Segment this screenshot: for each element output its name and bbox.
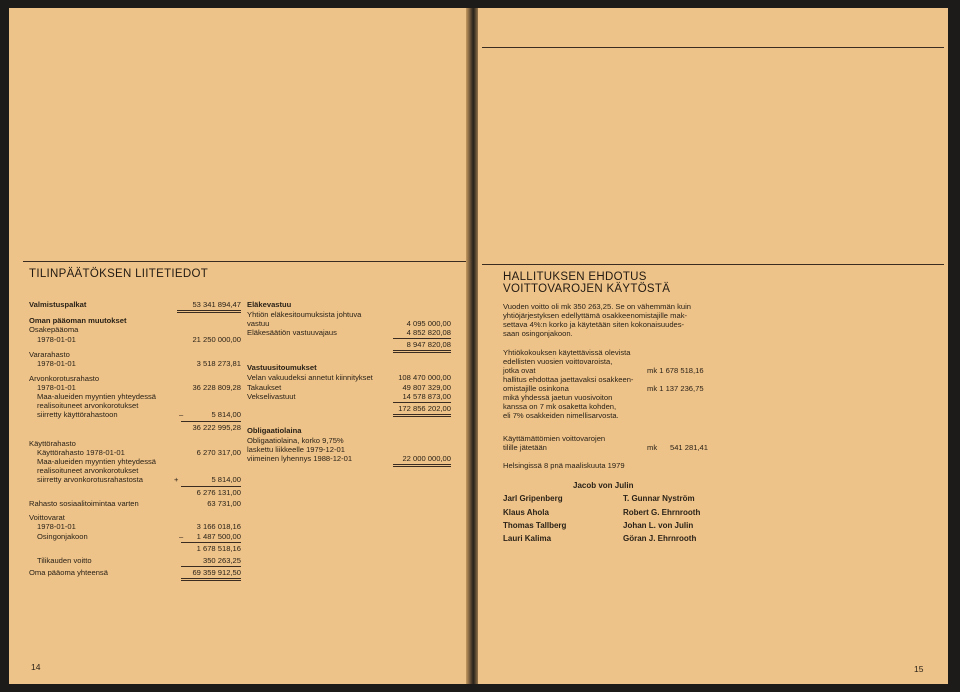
signature-right-3: Johan L. von Julin — [623, 521, 694, 530]
signature-left-2: Klaus Ahola — [503, 508, 549, 517]
voittovarat-date: 1978-01-01 — [37, 522, 76, 531]
plus-sign: + — [174, 475, 179, 484]
page-number: 14 — [31, 662, 41, 672]
arvonkorotus-total: 36 222 995,28 — [192, 423, 241, 432]
left-page — [9, 8, 469, 684]
p2-line-2: edellisten vuosien voittovaroista, — [503, 357, 613, 366]
top-rule — [23, 261, 469, 262]
kaytto-desc-3: siirretty arvonkorotusrahastosta — [37, 475, 143, 484]
p3-value: 541 281,41 — [669, 443, 708, 452]
voittovarat-label: Voittovarat — [29, 513, 65, 522]
elake-value-2: 4 852 820,08 — [406, 328, 451, 337]
minus-sign: – — [179, 410, 184, 419]
vastuu-value-3: 14 578 873,00 — [402, 392, 451, 401]
vararahasto-label: Vararahasto — [29, 350, 70, 359]
p2-value-1: mk 1 678 518,16 — [647, 366, 704, 375]
elake-total: 8 947 820,08 — [406, 340, 451, 349]
kaytto-desc-2: realisoituneet arvonkorotukset — [37, 466, 139, 475]
osakepaaoma-date: 1978-01-01 — [37, 335, 76, 344]
signature-right-4: Göran J. Ehrnrooth — [623, 534, 697, 543]
minus-sign: – — [179, 532, 184, 541]
signature-right-2: Robert G. Ehrnrooth — [623, 508, 701, 517]
arvonkorotus-desc-3: siirretty käyttörahastoon — [37, 410, 118, 419]
kaytto-adjustment: 5 814,00 — [211, 475, 241, 484]
vastuu-value-1: 108 470 000,00 — [398, 373, 451, 382]
valmistuspalkat-label: Valmistuspalkat — [29, 300, 87, 309]
p2-line-5: omistajille osinkona — [503, 384, 569, 393]
rahasto-value: 63 731,00 — [207, 499, 241, 508]
vastuusitoumukset-heading: Vastuusitoumukset — [247, 363, 317, 372]
p3-line-2: tilille jätetään — [503, 443, 547, 452]
p1-line-1: Vuoden voitto oli mk 350 263,25. Se on vähemmän kuin — [503, 302, 691, 311]
arvonkorotus-label: Arvonkorotusrahasto — [29, 374, 100, 383]
page-heading: TILINPÄÄTÖKSEN LIITETIEDOT — [29, 268, 209, 280]
vastuu-total: 172 856 202,00 — [398, 404, 451, 413]
rahasto-label: Rahasto sosiaalitoimintaa varten — [29, 499, 139, 508]
subtotal-line — [393, 402, 451, 403]
arvonkorotus-date: 1978-01-01 — [37, 383, 76, 392]
oman-paaoman-heading: Oman pääoman muutokset — [29, 316, 127, 325]
subtotal-line — [393, 338, 451, 339]
signature-left-4: Lauri Kalima — [503, 534, 552, 543]
heading-line-2: VOITTOVAROJEN KÄYTÖSTÄ — [503, 283, 671, 295]
p2-line-6: mikä yhdessä jaetun vuosivoiton — [503, 393, 613, 402]
tilikauden-label: Tilikauden voitto — [37, 556, 92, 565]
kaytto-label: Käyttörahasto — [29, 439, 76, 448]
p1-line-4: saan osingonjakoon. — [503, 329, 573, 338]
arvonkorotus-adjustment: 5 814,00 — [211, 410, 241, 419]
vastuu-value-2: 49 807 329,00 — [402, 383, 451, 392]
vastuu-line-2: Takaukset — [247, 383, 282, 392]
p2-value-2: mk 1 137 236,75 — [647, 384, 704, 393]
arvonkorotus-value: 36 228 809,28 — [192, 383, 241, 392]
tilikauden-value: 350 263,25 — [202, 556, 241, 565]
elake-line-3: Eläkesäätiön vastuuvajaus — [247, 328, 337, 337]
right-page — [478, 8, 948, 684]
double-underline — [181, 578, 241, 581]
subtotal-line — [181, 421, 241, 422]
vastuu-line-3: Vekselivastuut — [247, 392, 296, 401]
obl-line-1: Obligaatiolaina, korko 9,75% — [247, 436, 344, 445]
elake-line-2: vastuu — [247, 319, 270, 328]
vastuu-line-1: Velan vakuudeksi annetut kiinnitykset — [247, 373, 373, 382]
heading-line-1: HALLITUKSEN EHDOTUS — [503, 271, 647, 283]
osingonjako-value: 1 487 500,00 — [196, 532, 241, 541]
valmistuspalkat-value: 53 341 894,47 — [192, 300, 241, 309]
p1-line-2: yhtiöjärjestyksen edellyttämä osakkeenomistajille mak- — [503, 311, 688, 320]
vararahasto-value: 3 518 273,81 — [196, 359, 241, 368]
double-underline — [393, 464, 451, 467]
p2-line-1: Yhtiökokouksen käytettävissä olevista — [503, 348, 631, 357]
elakevastuu-heading: Eläkevastuu — [247, 300, 292, 309]
voittovarat-value: 3 166 018,16 — [196, 522, 241, 531]
kaytto-total: 6 276 131,00 — [196, 488, 241, 497]
elake-value-1: 4 095 000,00 — [406, 319, 451, 328]
top-edge-rule — [482, 47, 944, 48]
double-underline — [177, 310, 241, 313]
signature-left-3: Thomas Tallberg — [503, 521, 567, 530]
p2-line-8: eli 7% osakkeiden nimellisarvosta. — [503, 411, 619, 420]
subtotal-line — [181, 486, 241, 487]
subtotal-line — [181, 566, 241, 567]
arvonkorotus-desc-2: realisoituneet arvonkorotukset — [37, 401, 139, 410]
p3-value-prefix: mk — [647, 443, 658, 452]
p2-line-7: kanssa on 7 mk osaketta kohden, — [503, 402, 617, 411]
double-underline — [393, 350, 451, 353]
subtotal-line — [181, 542, 241, 543]
elake-line-1: Yhtiön eläkesitoumuksista johtuva — [247, 310, 362, 319]
signature-right-1: T. Gunnar Nyström — [623, 494, 695, 503]
p1-line-3: settava 4%:n korko ja käytetään siten kokonaisuudes- — [503, 320, 685, 329]
osingonjako-label: Osingonjakoon — [37, 532, 88, 541]
kaytto-value: 6 270 317,00 — [196, 448, 241, 457]
p2-line-4: hallitus ehdottaa jaettavaksi osakkeen- — [503, 375, 634, 384]
signature-left-1: Jarl Gripenberg — [503, 494, 563, 503]
obl-line-3: viimeinen lyhennys 1988-12-01 — [247, 454, 353, 463]
obligaatiolaina-heading: Obligaatiolaina — [247, 426, 302, 435]
voittovarat-subtotal: 1 678 518,16 — [196, 544, 241, 553]
obl-value: 22 000 000,00 — [402, 454, 451, 463]
p2-line-3: jotka ovat — [503, 366, 536, 375]
kaytto-date-line: Käyttörahasto 1978-01-01 — [37, 448, 125, 457]
oma-paaoma-value: 69 359 912,50 — [192, 568, 241, 577]
page-number: 15 — [914, 664, 924, 674]
signature-chair: Jacob von Julin — [573, 481, 634, 490]
arvonkorotus-desc-1: Maa-alueiden myyntien yhteydessä — [37, 392, 157, 401]
osakepaaoma-value: 21 250 000,00 — [192, 335, 241, 344]
vararahasto-date: 1978-01-01 — [37, 359, 76, 368]
place-date: Helsingissä 8 pnä maaliskuuta 1979 — [503, 461, 625, 470]
top-rule — [482, 264, 944, 265]
oma-paaoma-label: Oma pääoma yhteensä — [29, 568, 108, 577]
kaytto-desc-1: Maa-alueiden myyntien yhteydessä — [37, 457, 157, 466]
p3-line-1: Käyttämättömien voittovarojen — [503, 434, 606, 443]
osakepaaoma-label: Osakepääoma — [29, 325, 79, 334]
obl-line-2: laskettu liikkeelle 1979-12-01 — [247, 445, 345, 454]
double-underline — [393, 414, 451, 417]
